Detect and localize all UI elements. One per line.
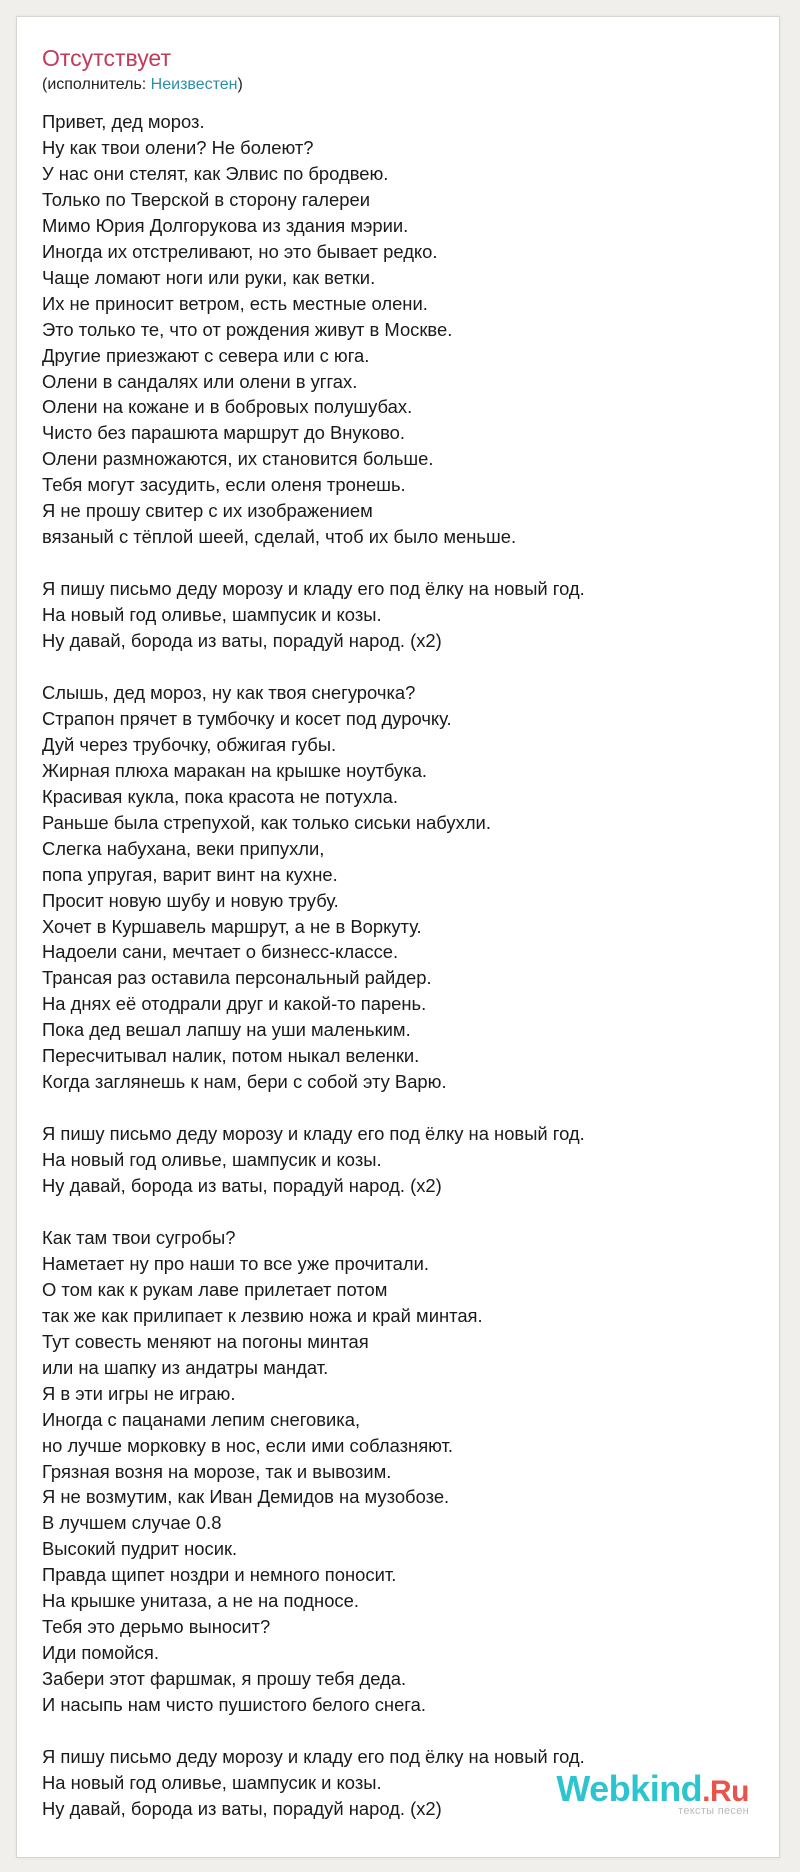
- lyric-line: Жирная плюха маракан на крышке ноутбука.: [42, 759, 428, 781]
- lyric-line: Пока дед вешал лапшу на уши маленьким.: [42, 1019, 411, 1041]
- lyric-line: Я пишу письмо деду морозу и кладу его под ёлку на новый год.: [42, 578, 585, 600]
- lyric-line: Правда щипет ноздри и немного поносит.: [42, 1564, 397, 1586]
- lyric-line: но лучше морковку в нос, если ими соблазняют.: [42, 1434, 454, 1456]
- lyric-line: Забери этот фаршмак, я прошу тебя деда.: [42, 1668, 407, 1690]
- lyric-line: Ну давай, борода из ваты, порадуй народ. (x2): [42, 1797, 442, 1819]
- lyric-line: или на шапку из андатры мандат.: [42, 1356, 329, 1378]
- lyric-line: Наметает ну про наши то все уже прочитали.: [42, 1252, 429, 1274]
- lyric-line: У нас они стелят, как Элвис по бродвею.: [42, 162, 389, 184]
- lyric-line: Чаще ломают ноги или руки, как ветки.: [42, 266, 376, 288]
- lyric-line: Ну давай, борода из ваты, порадуй народ. (x2): [42, 1175, 442, 1197]
- lyric-line: Красивая кукла, пока красота не потухла.: [42, 785, 398, 807]
- lyric-line: Ну давай, борода из ваты, порадуй народ. (x2): [42, 630, 442, 652]
- lyric-line: Иногда их отстреливают, но это бывает редко.: [42, 240, 438, 262]
- artist-suffix: ): [237, 76, 243, 93]
- lyric-line: Олени на кожане и в бобровых полушубах.: [42, 396, 413, 418]
- lyric-line: Я не прошу свитер с их изображением: [42, 500, 373, 522]
- lyric-line: вязаный с тёплой шеей, сделай, чтоб их было меньше.: [42, 526, 517, 548]
- lyric-line: Когда заглянешь к нам, бери с собой эту Варю.: [42, 1071, 447, 1093]
- lyric-line: В лучшем случае 0.8: [42, 1512, 222, 1534]
- site-logo[interactable]: [556, 1768, 749, 1817]
- lyric-line: Надоели сани, мечтает о бизнесс-классе.: [42, 941, 399, 963]
- lyric-line: Пересчитывал налик, потом ныкал веленки.: [42, 1045, 420, 1067]
- lyric-line: На крышке унитаза, а не на подносе.: [42, 1590, 359, 1612]
- lyric-line: Иди помойся.: [42, 1642, 159, 1664]
- lyric-line: Раньше была стрепухой, как только сиськи набухли.: [42, 811, 491, 833]
- lyric-line: На новый год оливье, шампусик и козы.: [42, 604, 382, 626]
- stanza-break: [42, 1199, 762, 1225]
- artist-line: [42, 75, 243, 94]
- lyric-line: Я не возмутим, как Иван Демидов на музобозе.: [42, 1486, 450, 1508]
- stanza-break: [42, 550, 762, 576]
- lyric-line: О том как к рукам лаве прилетает потом: [42, 1278, 388, 1300]
- lyric-line: Тебя это дерьмо выносит?: [42, 1616, 271, 1638]
- lyric-line: Я пишу письмо деду морозу и кладу его под ёлку на новый год.: [42, 1745, 585, 1767]
- lyric-line: попа упругая, варит винт на кухне.: [42, 863, 338, 885]
- stanza-break: [42, 654, 762, 680]
- lyric-line: Просит новую шубу и новую трубу.: [42, 889, 339, 911]
- lyric-line: Тут совесть меняют на погоны минтая: [42, 1330, 369, 1352]
- lyric-line: Я пишу письмо деду морозу и кладу его под ёлку на новый год.: [42, 1123, 585, 1145]
- lyrics-body: [42, 109, 762, 1822]
- logo-brand: Webkind: [556, 1768, 703, 1809]
- lyric-line: На днях её отодрали друг и какой-то парень.: [42, 993, 427, 1015]
- logo-tagline: тексты песен: [678, 1805, 749, 1817]
- lyric-line: Трансая раз оставила персональный райдер.: [42, 967, 432, 989]
- lyric-line: Как там твои сугробы?: [42, 1226, 236, 1248]
- artist-prefix: (исполнитель:: [42, 76, 151, 93]
- logo-tld: .Ru: [702, 1775, 749, 1808]
- lyric-line: Привет, дед мороз.: [42, 111, 205, 132]
- lyric-line: Высокий пудрит носик.: [42, 1538, 238, 1560]
- artist-link[interactable]: Неизвестен: [150, 76, 238, 93]
- lyric-line: Другие приезжают с севера или с юга.: [42, 344, 370, 366]
- lyric-line: Страпон прячет в тумбочку и косет под дурочку.: [42, 707, 452, 729]
- lyric-line: Олени размножаются, их становится больше.: [42, 448, 434, 470]
- lyric-line: Чисто без парашюта маршрут до Внуково.: [42, 422, 405, 444]
- lyric-line: Тебя могут засудить, если оленя тронешь.: [42, 474, 406, 496]
- lyric-line: Слегка набухана, веки припухли,: [42, 837, 325, 859]
- logo-wordmark: [556, 1768, 749, 1809]
- lyric-line: Грязная возня на морозе, так и вывозим.: [42, 1460, 392, 1482]
- lyric-line: Дуй через трубочку, обжигая губы.: [42, 733, 337, 755]
- song-title: Отсутствует: [42, 45, 171, 71]
- lyric-line: На новый год оливье, шампусик и козы.: [42, 1771, 382, 1793]
- lyrics-card: [16, 16, 780, 1858]
- lyric-line: Мимо Юрия Долгорукова из здания мэрии.: [42, 214, 409, 236]
- lyric-line: Их не приносит ветром, есть местные олени.: [42, 292, 428, 314]
- lyric-line: Я в эти игры не играю.: [42, 1382, 236, 1404]
- lyric-line: Это только те, что от рождения живут в Москве.: [42, 318, 453, 340]
- lyric-line: На новый год оливье, шампусик и козы.: [42, 1149, 382, 1171]
- lyric-line: И насыпь нам чисто пушистого белого снега.: [42, 1694, 426, 1716]
- lyric-line: так же как прилипает к лезвию ножа и край минтая.: [42, 1304, 483, 1326]
- lyric-line: Слышь, дед мороз, ну как твоя снегурочка?: [42, 681, 416, 703]
- lyric-line: Только по Тверской в сторону галереи: [42, 188, 370, 210]
- stanza-break: [42, 1718, 762, 1744]
- stanza-break: [42, 1095, 762, 1121]
- lyric-line: Хочет в Куршавель маршрут, а не в Воркуту.: [42, 915, 422, 937]
- lyric-line: Ну как твои олени? Не болеют?: [42, 136, 314, 158]
- lyric-line: Иногда с пацанами лепим снеговика,: [42, 1408, 361, 1430]
- lyric-line: Олени в сандалях или олени в уггах.: [42, 370, 358, 392]
